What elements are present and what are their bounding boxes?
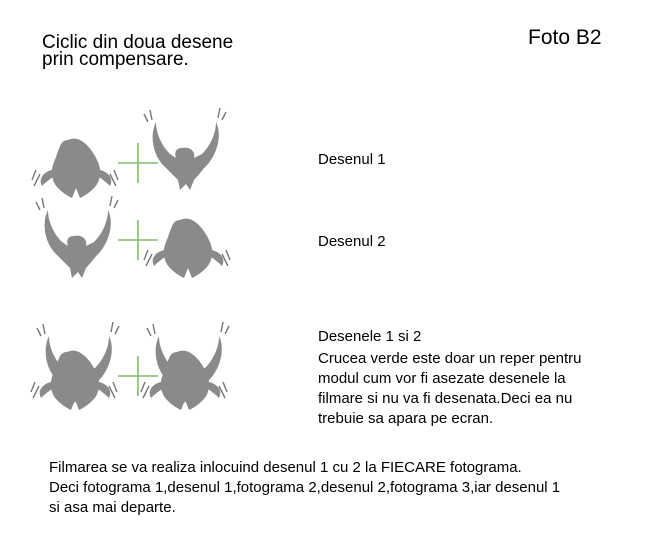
note-line-2: modul cum vor fi asezate desenele la	[318, 370, 566, 387]
filming-instructions	[49, 458, 649, 518]
drawing-2-bird-a	[38, 206, 118, 286]
page-title	[42, 34, 233, 68]
label-drawing-1: Desenul 1	[318, 151, 386, 168]
note-line-3: filmare si nu va fi desenata.Deci ea nu	[318, 390, 573, 407]
cross-note	[318, 349, 628, 429]
title-line-1: Ciclic din doua desene	[42, 32, 234, 53]
drawing-combined-bird-a	[34, 332, 124, 412]
footer-line-3: si asa mai departe.	[49, 499, 176, 516]
note-line-1: Crucea verde este doar un reper pentru	[318, 350, 582, 367]
footer-line-1: Filmarea se va realiza inlocuind desenul 1 cu 2 la FIECARE fotograma.	[49, 459, 522, 476]
photo-label: Foto B2	[528, 26, 602, 49]
drawing-2-bird-b	[152, 206, 232, 286]
drawing-combined-bird-b	[144, 332, 234, 412]
drawing-1-bird-a	[40, 126, 120, 206]
note-line-4: trebuie sa apara pe ecran.	[318, 410, 494, 427]
label-drawing-2: Desenul 2	[318, 233, 386, 250]
footer-line-2: Deci fotograma 1,desenul 1,fotograma 2,desenul 2,fotograma 3,iar desenul 1	[49, 479, 561, 496]
label-drawings-1-and-2: Desenele 1 si 2	[318, 328, 422, 345]
drawing-1-bird-b	[146, 118, 226, 198]
title-line-2: prin compensare.	[42, 49, 189, 70]
